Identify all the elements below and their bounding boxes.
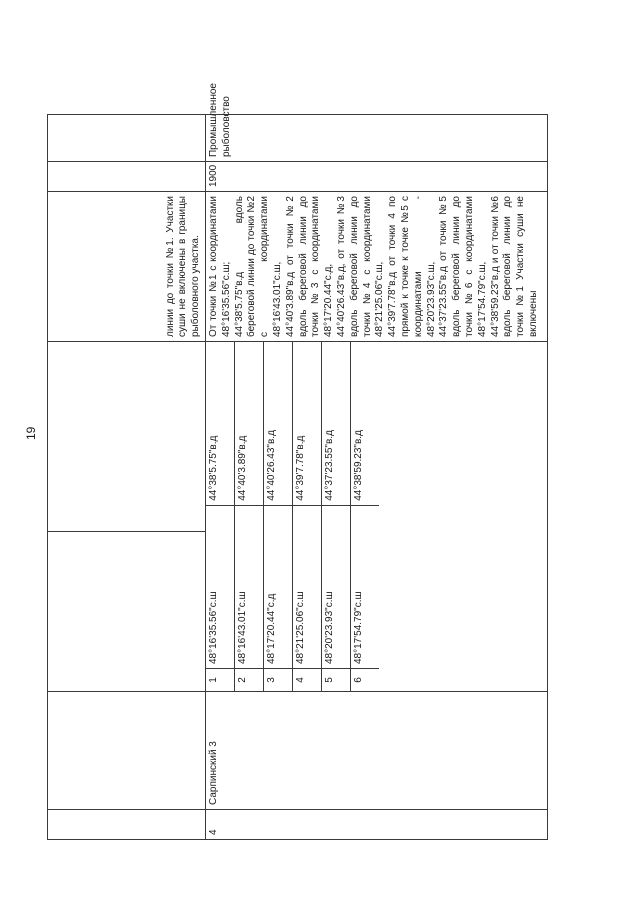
- point-number: 2: [235, 669, 264, 692]
- point-number: 4: [293, 669, 322, 692]
- area-name-cell: Сарпинский 3: [206, 692, 548, 810]
- prev-name-cell: [48, 692, 206, 810]
- prev-purpose-cell: [48, 115, 206, 162]
- rotated-table-frame: [47, 83, 547, 840]
- table-row-continuation: [48, 115, 206, 840]
- area-size-cell: 1900: [206, 162, 548, 192]
- point-longitude: 44°39'7.78"в.д: [293, 342, 322, 505]
- point-latitude: 48°16'43.01"с.ш: [235, 505, 264, 668]
- prev-latitude-cell: [48, 532, 206, 692]
- prev-description-cell: линии до точки №1. Участки суши не включены в границы рыболовного участка.: [48, 192, 206, 342]
- table-row-sarpinsky-3: [206, 115, 548, 840]
- point-latitude: 48°17'20.44"с.д: [264, 505, 293, 668]
- point-number: 5: [322, 669, 351, 692]
- point-number: 6: [351, 669, 380, 692]
- coordinate-row: [293, 342, 322, 691]
- point-latitude: 48°21'25.06"с.ш: [293, 505, 322, 668]
- coordinate-row: [322, 342, 351, 691]
- point-longitude: 44°40'3.89"в.д: [235, 342, 264, 505]
- purpose-cell: Промышленное рыболовство: [206, 115, 548, 162]
- point-number: 1: [206, 669, 235, 692]
- point-latitude: 48°16'35.56"с.ш: [206, 505, 235, 668]
- point-longitude: 44°38'59.23"в.д: [351, 342, 380, 505]
- coordinates-cell: [206, 342, 548, 692]
- coordinate-row: [235, 342, 264, 691]
- coordinate-row: [206, 342, 235, 691]
- point-longitude: 44°38'5.75"в.д: [206, 342, 235, 505]
- prev-longitude-cell: [48, 342, 206, 532]
- point-longitude: 44°40'26.43"в.д: [264, 342, 293, 505]
- boundary-description-cell: От точки №1 с координатами 48°16'35.56"с.ш; 44°38'5.75"в.д вдоль береговой линии до точки №2 с координатами 48°16'43.01"с.ш, 44°40'3.89"в.д от точки №2 вдоль береговой линии до точки №3 с координатами 48°17'20.44"с.д, 44°40'26.43"в.д, от точки №3 вдоль береговой линии до точки №4 с координатами 48°21'25.06"с.ш, 44°39'7.78"в.д от точки 4 по прямой к точке к точке №5 с координатами - 48°20'23.93"с.ш, 44°37'23.55"в.д от точки №5 вдоль береговой линии до точки №6 с координатами 48°17'54.79"с.ш, 44°38'59.23"в.д и от точки №6 вдоль береговой линии до точки №1 Участки суши не включены: [206, 192, 548, 342]
- coordinate-row: [351, 342, 380, 691]
- row-number-cell: 4: [206, 810, 548, 840]
- point-latitude: 48°20'23.93"с.ш: [322, 505, 351, 668]
- prev-number-cell: [48, 810, 206, 840]
- point-number: 3: [264, 669, 293, 692]
- point-longitude: 44°37'23.55"в.д: [322, 342, 351, 505]
- coordinates-subtable: [206, 342, 379, 691]
- page-number: 19: [24, 426, 38, 440]
- prev-area-cell: [48, 162, 206, 192]
- point-latitude: 48°17'54.79"с.ш: [351, 505, 380, 668]
- fishing-areas-table: [47, 83, 548, 840]
- coordinate-row: [264, 342, 293, 691]
